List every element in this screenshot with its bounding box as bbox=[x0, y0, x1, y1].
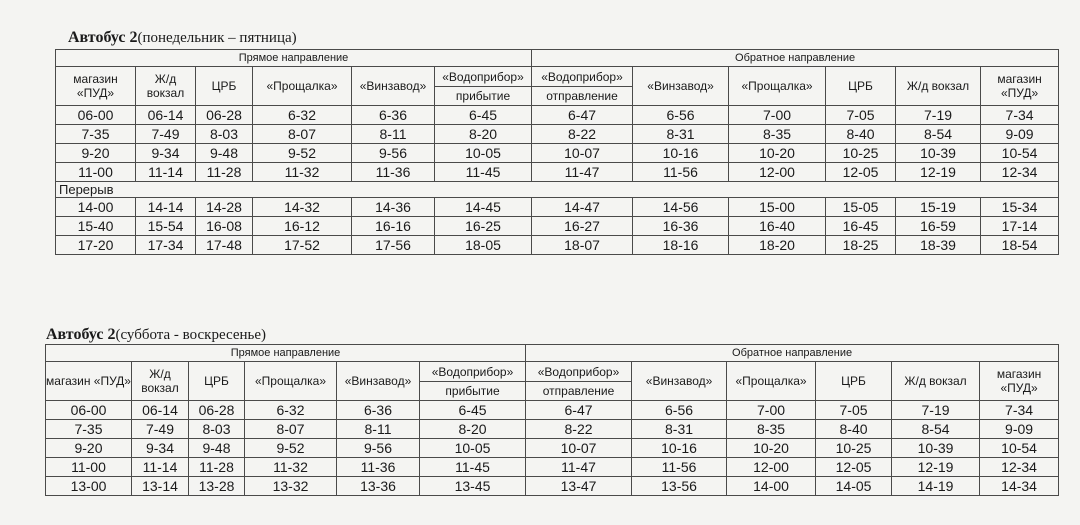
time-cell: 18-54 bbox=[981, 236, 1059, 255]
time-cell: 11-28 bbox=[189, 458, 245, 477]
time-cell: 14-36 bbox=[352, 198, 435, 217]
time-cell: 13-14 bbox=[132, 477, 189, 496]
time-cell: 8-22 bbox=[526, 420, 632, 439]
time-cell: 9-09 bbox=[980, 420, 1059, 439]
time-cell: 10-54 bbox=[981, 144, 1059, 163]
time-cell: 11-47 bbox=[526, 458, 632, 477]
time-cell: 12-00 bbox=[729, 163, 826, 182]
time-cell: 9-48 bbox=[196, 144, 253, 163]
time-cell: 9-52 bbox=[253, 144, 352, 163]
time-cell: 14-45 bbox=[435, 198, 532, 217]
time-cell: 06-28 bbox=[196, 106, 253, 125]
time-cell: 11-36 bbox=[352, 163, 435, 182]
time-cell: 14-00 bbox=[727, 477, 816, 496]
time-cell: 06-00 bbox=[56, 106, 136, 125]
col-header-hospital: ЦРБ bbox=[196, 67, 253, 106]
table-row bbox=[56, 217, 1059, 236]
time-cell: 18-07 bbox=[532, 236, 633, 255]
weekday-rows-before-break bbox=[56, 106, 1059, 182]
col-header-vinzavod-return: «Винзавод» bbox=[632, 362, 727, 401]
col-header-hospital-return: ЦРБ bbox=[826, 67, 896, 106]
time-cell: 13-28 bbox=[189, 477, 245, 496]
table-row bbox=[56, 236, 1059, 255]
weekday-schedule-table bbox=[55, 49, 1059, 255]
time-cell: 6-32 bbox=[245, 401, 337, 420]
time-cell: 12-19 bbox=[892, 458, 980, 477]
time-cell: 16-59 bbox=[896, 217, 981, 236]
time-cell: 18-39 bbox=[896, 236, 981, 255]
time-cell: 14-28 bbox=[196, 198, 253, 217]
time-cell: 6-56 bbox=[632, 401, 727, 420]
time-cell: 10-16 bbox=[633, 144, 729, 163]
time-cell: 11-32 bbox=[245, 458, 337, 477]
time-cell: 6-36 bbox=[337, 401, 420, 420]
time-cell: 8-54 bbox=[892, 420, 980, 439]
time-cell: 9-09 bbox=[981, 125, 1059, 144]
time-cell: 12-05 bbox=[826, 163, 896, 182]
time-cell: 8-22 bbox=[532, 125, 633, 144]
time-cell: 8-40 bbox=[826, 125, 896, 144]
time-cell: 06-00 bbox=[46, 401, 132, 420]
time-cell: 16-08 bbox=[196, 217, 253, 236]
time-cell: 11-00 bbox=[56, 163, 136, 182]
table-row bbox=[46, 420, 1059, 439]
time-cell: 12-05 bbox=[816, 458, 892, 477]
time-cell: 12-34 bbox=[981, 163, 1059, 182]
time-cell: 14-19 bbox=[892, 477, 980, 496]
time-cell: 10-25 bbox=[826, 144, 896, 163]
time-cell: 10-20 bbox=[729, 144, 826, 163]
col-header-vodopribor-arrival-name: «Водоприбор» bbox=[420, 362, 526, 382]
weekend-title bbox=[46, 326, 266, 344]
time-cell: 8-20 bbox=[435, 125, 532, 144]
col-header-proshchalka: «Прощалка» bbox=[253, 67, 352, 106]
time-cell: 7-35 bbox=[56, 125, 136, 144]
time-cell: 8-07 bbox=[253, 125, 352, 144]
time-cell: 7-05 bbox=[816, 401, 892, 420]
time-cell: 9-56 bbox=[352, 144, 435, 163]
table-row bbox=[56, 198, 1059, 217]
time-cell: 14-47 bbox=[532, 198, 633, 217]
table-row bbox=[46, 401, 1059, 420]
time-cell: 8-31 bbox=[633, 125, 729, 144]
time-cell: 15-19 bbox=[896, 198, 981, 217]
time-cell: 9-20 bbox=[46, 439, 132, 458]
time-cell: 06-14 bbox=[136, 106, 196, 125]
reverse-direction-header: Обратное направление bbox=[526, 345, 1059, 362]
time-cell: 13-45 bbox=[420, 477, 526, 496]
time-cell: 16-16 bbox=[352, 217, 435, 236]
time-cell: 15-34 bbox=[981, 198, 1059, 217]
time-cell: 10-05 bbox=[420, 439, 526, 458]
time-cell: 15-00 bbox=[729, 198, 826, 217]
time-cell: 11-36 bbox=[337, 458, 420, 477]
time-cell: 16-12 bbox=[253, 217, 352, 236]
time-cell: 15-54 bbox=[136, 217, 196, 236]
time-cell: 14-32 bbox=[253, 198, 352, 217]
col-header-departure: отправление bbox=[532, 87, 633, 106]
time-cell: 11-45 bbox=[420, 458, 526, 477]
col-header-pud-store-return: магазин «ПУД» bbox=[981, 67, 1059, 106]
time-cell: 6-47 bbox=[526, 401, 632, 420]
time-cell: 6-36 bbox=[352, 106, 435, 125]
table-row bbox=[56, 163, 1059, 182]
time-cell: 6-56 bbox=[633, 106, 729, 125]
col-header-arrival: прибытие bbox=[435, 87, 532, 106]
time-cell: 11-28 bbox=[196, 163, 253, 182]
time-cell: 11-56 bbox=[632, 458, 727, 477]
time-cell: 7-19 bbox=[892, 401, 980, 420]
col-header-hospital-return: ЦРБ bbox=[816, 362, 892, 401]
col-header-vinzavod: «Винзавод» bbox=[352, 67, 435, 106]
time-cell: 9-20 bbox=[56, 144, 136, 163]
weekend-title-bus: Автобус 2 bbox=[46, 326, 116, 343]
time-cell: 6-45 bbox=[435, 106, 532, 125]
weekday-rows-after-break bbox=[56, 198, 1059, 255]
col-header-vodopribor-departure-name: «Водоприбор» bbox=[532, 67, 633, 87]
time-cell: 14-14 bbox=[136, 198, 196, 217]
col-header-pud-store-return: магазин «ПУД» bbox=[980, 362, 1059, 401]
time-cell: 10-05 bbox=[435, 144, 532, 163]
time-cell: 16-40 bbox=[729, 217, 826, 236]
table-row bbox=[46, 477, 1059, 496]
time-cell: 10-20 bbox=[727, 439, 816, 458]
col-header-railway-station-return: Ж/д вокзал bbox=[896, 67, 981, 106]
col-header-proshchalka-return: «Прощалка» bbox=[729, 67, 826, 106]
time-cell: 7-00 bbox=[727, 401, 816, 420]
time-cell: 13-00 bbox=[46, 477, 132, 496]
time-cell: 15-05 bbox=[826, 198, 896, 217]
col-header-vodopribor-arrival-name: «Водоприбор» bbox=[435, 67, 532, 87]
time-cell: 9-48 bbox=[189, 439, 245, 458]
time-cell: 10-25 bbox=[816, 439, 892, 458]
forward-direction-header: Прямое направление bbox=[56, 50, 532, 67]
time-cell: 8-11 bbox=[352, 125, 435, 144]
weekend-schedule-table bbox=[45, 344, 1059, 496]
time-cell: 9-56 bbox=[337, 439, 420, 458]
col-header-railway-station-return: Ж/д вокзал bbox=[892, 362, 980, 401]
time-cell: 11-14 bbox=[132, 458, 189, 477]
time-cell: 11-56 bbox=[633, 163, 729, 182]
col-header-departure: отправление bbox=[526, 382, 632, 401]
time-cell: 9-52 bbox=[245, 439, 337, 458]
table-row bbox=[56, 125, 1059, 144]
time-cell: 11-45 bbox=[435, 163, 532, 182]
time-cell: 6-47 bbox=[532, 106, 633, 125]
time-cell: 11-00 bbox=[46, 458, 132, 477]
weekend-rows bbox=[46, 401, 1059, 496]
time-cell: 06-28 bbox=[189, 401, 245, 420]
time-cell: 16-25 bbox=[435, 217, 532, 236]
col-header-proshchalka-return: «Прощалка» bbox=[727, 362, 816, 401]
time-cell: 18-16 bbox=[633, 236, 729, 255]
time-cell: 7-49 bbox=[132, 420, 189, 439]
time-cell: 13-47 bbox=[526, 477, 632, 496]
time-cell: 17-14 bbox=[981, 217, 1059, 236]
time-cell: 10-16 bbox=[632, 439, 727, 458]
time-cell: 12-19 bbox=[896, 163, 981, 182]
col-header-vinzavod-return: «Винзавод» bbox=[633, 67, 729, 106]
time-cell: 10-39 bbox=[892, 439, 980, 458]
col-header-proshchalka: «Прощалка» bbox=[245, 362, 337, 401]
time-cell: 16-45 bbox=[826, 217, 896, 236]
time-cell: 11-14 bbox=[136, 163, 196, 182]
col-header-vodopribor-departure-name: «Водоприбор» bbox=[526, 362, 632, 382]
table-row bbox=[46, 439, 1059, 458]
col-header-vinzavod: «Винзавод» bbox=[337, 362, 420, 401]
table-row bbox=[46, 458, 1059, 477]
col-header-pud-store: магазин «ПУД» bbox=[56, 67, 136, 106]
time-cell: 17-56 bbox=[352, 236, 435, 255]
reverse-direction-header: Обратное направление bbox=[532, 50, 1059, 67]
time-cell: 8-31 bbox=[632, 420, 727, 439]
time-cell: 8-35 bbox=[727, 420, 816, 439]
time-cell: 8-35 bbox=[729, 125, 826, 144]
time-cell: 15-40 bbox=[56, 217, 136, 236]
time-cell: 17-52 bbox=[253, 236, 352, 255]
weekday-title bbox=[68, 29, 297, 47]
time-cell: 06-14 bbox=[132, 401, 189, 420]
time-cell: 17-20 bbox=[56, 236, 136, 255]
time-cell: 8-20 bbox=[420, 420, 526, 439]
time-cell: 7-05 bbox=[826, 106, 896, 125]
time-cell: 9-34 bbox=[132, 439, 189, 458]
weekday-title-bus: Автобус 2 bbox=[68, 29, 138, 46]
time-cell: 14-00 bbox=[56, 198, 136, 217]
time-cell: 8-54 bbox=[896, 125, 981, 144]
time-cell: 18-20 bbox=[729, 236, 826, 255]
time-cell: 8-03 bbox=[196, 125, 253, 144]
time-cell: 14-56 bbox=[633, 198, 729, 217]
time-cell: 7-35 bbox=[46, 420, 132, 439]
time-cell: 10-54 bbox=[980, 439, 1059, 458]
time-cell: 17-34 bbox=[136, 236, 196, 255]
time-cell: 8-03 bbox=[189, 420, 245, 439]
col-header-arrival: прибытие bbox=[420, 382, 526, 401]
table-row bbox=[56, 106, 1059, 125]
time-cell: 11-47 bbox=[532, 163, 633, 182]
time-cell: 7-00 bbox=[729, 106, 826, 125]
time-cell: 14-34 bbox=[980, 477, 1059, 496]
time-cell: 18-25 bbox=[826, 236, 896, 255]
time-cell: 16-27 bbox=[532, 217, 633, 236]
time-cell: 16-36 bbox=[633, 217, 729, 236]
time-cell: 10-07 bbox=[526, 439, 632, 458]
col-header-pud-store: магазин «ПУД» bbox=[46, 362, 132, 401]
time-cell: 14-05 bbox=[816, 477, 892, 496]
time-cell: 13-32 bbox=[245, 477, 337, 496]
col-header-hospital: ЦРБ bbox=[189, 362, 245, 401]
time-cell: 7-34 bbox=[981, 106, 1059, 125]
time-cell: 8-11 bbox=[337, 420, 420, 439]
time-cell: 17-48 bbox=[196, 236, 253, 255]
table-row bbox=[56, 144, 1059, 163]
col-header-railway-station: Ж/д вокзал bbox=[132, 362, 189, 401]
time-cell: 12-34 bbox=[980, 458, 1059, 477]
time-cell: 9-34 bbox=[136, 144, 196, 163]
forward-direction-header: Прямое направление bbox=[46, 345, 526, 362]
col-header-railway-station: Ж/д вокзал bbox=[136, 67, 196, 106]
time-cell: 11-32 bbox=[253, 163, 352, 182]
weekend-title-days: (суббота - воскресенье) bbox=[115, 327, 267, 343]
time-cell: 10-39 bbox=[896, 144, 981, 163]
time-cell: 7-19 bbox=[896, 106, 981, 125]
time-cell: 13-36 bbox=[337, 477, 420, 496]
time-cell: 10-07 bbox=[532, 144, 633, 163]
time-cell: 18-05 bbox=[435, 236, 532, 255]
time-cell: 7-49 bbox=[136, 125, 196, 144]
break-row: Перерыв bbox=[56, 182, 1059, 198]
time-cell: 8-07 bbox=[245, 420, 337, 439]
time-cell: 6-32 bbox=[253, 106, 352, 125]
time-cell: 12-00 bbox=[727, 458, 816, 477]
time-cell: 8-40 bbox=[816, 420, 892, 439]
time-cell: 13-56 bbox=[632, 477, 727, 496]
time-cell: 6-45 bbox=[420, 401, 526, 420]
weekday-title-days: (понедельник – пятница) bbox=[137, 30, 297, 46]
time-cell: 7-34 bbox=[980, 401, 1059, 420]
